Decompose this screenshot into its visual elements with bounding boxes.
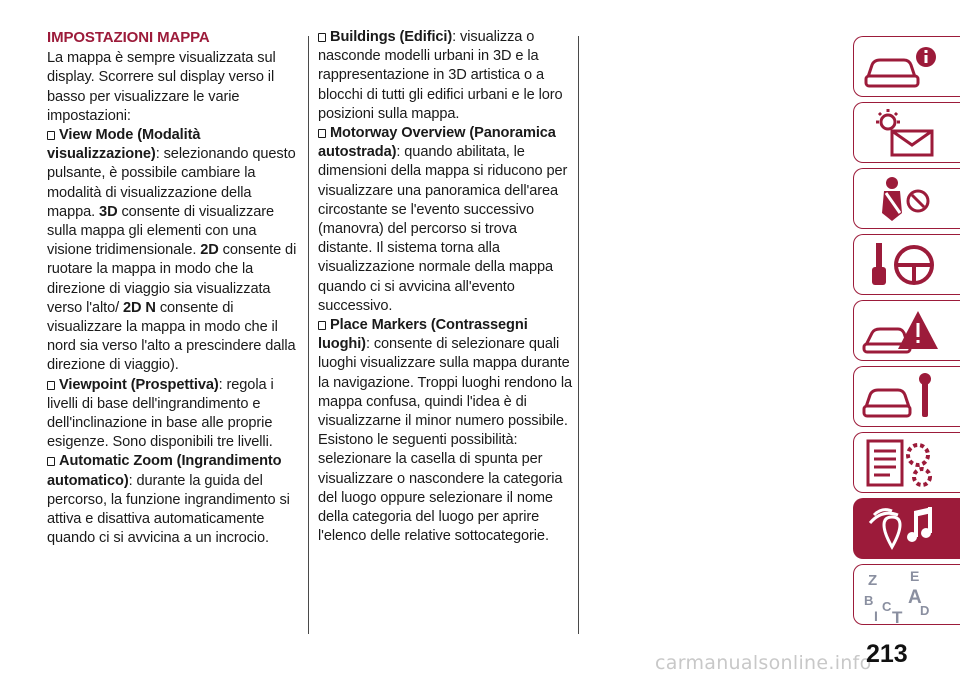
key-steering-wheel-icon xyxy=(862,239,942,291)
tab-emergency[interactable] xyxy=(853,300,960,361)
tab-warning-lights[interactable] xyxy=(853,102,960,163)
checkbox-bullet-icon xyxy=(318,321,326,330)
item-text: : quando abilitata, le dimensioni della mappa si riducono per visualizzare una panoramica dell'area circostante se l'evento successivo (manovra) del percorso si trova distante. Il sistema torna alla visualizzazione normale della mappa quando ci si avvicina all'evento successivo. xyxy=(318,144,568,314)
car-info-icon xyxy=(862,41,942,93)
page-number: 213 xyxy=(866,640,908,668)
technical-data-gears-icon xyxy=(862,437,942,489)
checkbox-bullet-icon xyxy=(47,131,55,140)
item-text: : consente di selezionare quali luoghi visualizzare sulla mappa durante la navigazione. Troppi luoghi rendono la mappa confusa, quindi l'idea è di visualizzarne il minor numero possibile. Esistono le seguenti possibilità: selezionare la casella di spunta per visualizzare o nascondere la categoria del luogo oppure selezionare il nome della categoria del luogo per aprire l'elenco delle relative sottocategorie. xyxy=(318,336,573,545)
item-title: Viewpoint (Prospettiva) xyxy=(59,376,219,393)
mode-2d-label: 2D xyxy=(200,242,219,259)
tab-starting[interactable] xyxy=(853,234,960,295)
item-text: consente di visualizzare la mappa in modo che il nord sia verso l'alto a prescindere dalla direzione di viaggio). xyxy=(47,299,296,374)
warning-lights-envelope-icon xyxy=(862,107,942,159)
mode-3d-label: 3D xyxy=(99,203,118,220)
column-divider xyxy=(308,36,309,634)
right-column xyxy=(318,28,573,546)
tab-technical-data[interactable] xyxy=(853,432,960,493)
multimedia-navigation-music-icon xyxy=(862,503,942,555)
alphabetical-index-icon xyxy=(862,569,942,625)
tab-index[interactable] xyxy=(853,564,960,625)
item-title: Automatic Zoom (Ingrandimento automatico) xyxy=(47,453,282,489)
intro-paragraph: La mappa è sempre visualizzata sul display. Scorrere sul display verso il basso per visualizzare le varie impostazioni: xyxy=(47,50,276,124)
mode-2dn-label: 2D N xyxy=(123,299,156,316)
item-motorway-overview xyxy=(318,124,573,316)
item-text: consente di visualizzare sulla mappa gli elementi con una visione tridimensionale. xyxy=(47,203,275,259)
index-letter: C xyxy=(882,599,892,614)
index-letter: Z xyxy=(868,572,878,589)
item-title: Motorway Overview (Panoramica autostrada) xyxy=(318,125,556,161)
item-place-markers xyxy=(318,316,573,546)
item-title: Buildings (Edifici) xyxy=(330,29,453,45)
tab-car-info[interactable] xyxy=(853,36,960,97)
checkbox-bullet-icon xyxy=(47,381,55,390)
item-text: : regola i livelli di base dell'ingrandimento e dell'inclinazione in base alle proprie esigenze. Sono disponibili tre livelli. xyxy=(47,376,274,451)
index-letter: D xyxy=(920,603,930,618)
item-automatic-zoom xyxy=(47,452,302,548)
item-text: consente di ruotare la mappa in modo che la direzione di viaggio sia visualizzata verso l'alto/ xyxy=(47,242,297,316)
watermark: carmanualsonline.info xyxy=(655,652,872,674)
breakdown-warning-triangle-icon xyxy=(862,305,942,357)
chapter-tabs xyxy=(853,36,960,630)
tab-safety[interactable] xyxy=(853,168,960,229)
section-heading: IMPOSTAZIONI MAPPA xyxy=(47,29,210,46)
item-view-mode xyxy=(47,126,302,376)
index-letter: T xyxy=(892,608,903,625)
index-letter: I xyxy=(874,608,878,624)
tab-multimedia[interactable] xyxy=(853,498,960,559)
item-text: : selezionando questo pulsante, è possibile cambiare la modalità di visualizzazione della mappa. xyxy=(47,146,296,220)
item-text: : visualizza o nasconde modelli urbani in 3D e la rappresentazione in 3D artistica o a blocchi di tutti gli edifici urbani e le loro posizioni sulla mappa. xyxy=(318,29,563,122)
seat-belt-airbag-icon xyxy=(862,173,942,225)
item-title: Place Markers (Contrassegni luoghi) xyxy=(318,317,528,353)
checkbox-bullet-icon xyxy=(318,129,326,138)
checkbox-bullet-icon xyxy=(47,457,55,466)
index-letter: B xyxy=(864,593,874,608)
column-divider xyxy=(578,36,579,634)
car-service-wrench-icon xyxy=(862,371,942,423)
index-letter: E xyxy=(910,569,920,584)
item-title: View Mode (Modalità visualizzazione) xyxy=(47,127,201,163)
item-buildings xyxy=(318,28,573,124)
item-viewpoint xyxy=(47,376,302,453)
left-column xyxy=(47,28,302,548)
index-letter: A xyxy=(908,587,922,608)
checkbox-bullet-icon xyxy=(318,33,326,42)
tab-maintenance[interactable] xyxy=(853,366,960,427)
item-text: : durante la guida del percorso, la funzione ingrandimento si attiva e disattiva automaticamente quando ci si avvicina a un incrocio. xyxy=(47,472,290,547)
